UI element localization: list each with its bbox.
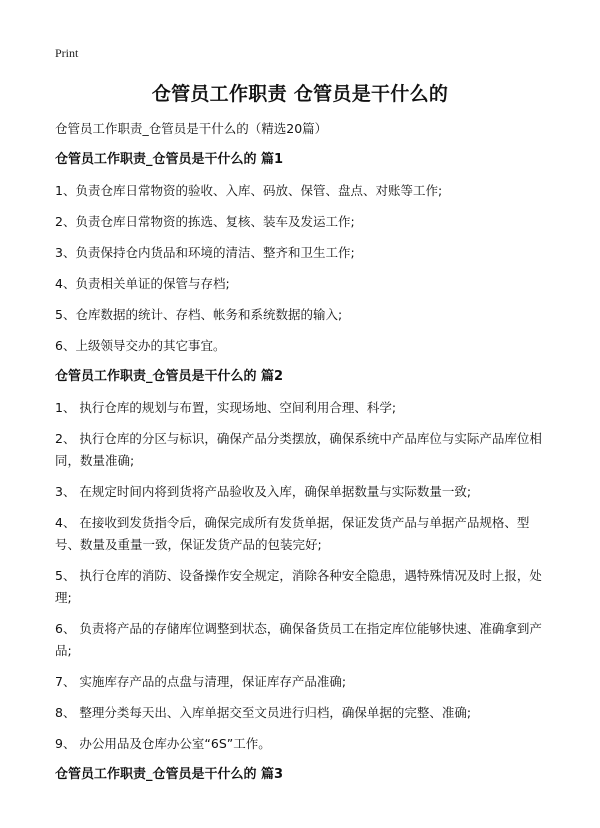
section-heading: 仓管员工作职责_仓管员是干什么的 篇2: [55, 369, 284, 384]
section-1: [55, 149, 550, 357]
list-item: 3、 在规定时间内将到货将产品验收及入库，确保单据数量与实际数量一致;: [55, 484, 472, 499]
list-item: 1、 执行仓库的规划与布置，实现场地、空间利用合理、科学;: [55, 400, 397, 415]
section-heading: 仓管员工作职责_仓管员是干什么的 篇1: [55, 152, 284, 167]
section-heading: 仓管员工作职责_仓管员是干什么的 篇3: [55, 767, 284, 782]
list-item: 2、负责仓库日常物资的拣选、复核、装车及发运工作;: [55, 214, 355, 229]
list-item: 4、负责相关单证的保管与存档;: [55, 276, 230, 291]
section-3: [55, 764, 550, 786]
print-link[interactable]: Print: [55, 46, 79, 60]
list-item: 9、 办公用品及仓库办公室“6S”工作。: [55, 736, 271, 751]
list-item: 6、 负责将产品的存储库位调整到状态，确保备货员工在指定库位能够快速、准确拿到产品;: [55, 621, 542, 658]
list-item: 7、 实施库存产品的点盘与清理，保证库存产品准确;: [55, 674, 347, 689]
list-item: 3、负责保持仓内货品和环境的清洁、整齐和卫生工作;: [55, 245, 355, 260]
list-item: 5、仓库数据的统计、存档、帐务和系统数据的输入;: [55, 307, 343, 322]
list-item: 4、 在接收到发货指令后，确保完成所有发货单据，保证发货产品与单据产品规格、型号、数量及重量一致，保证发货产品的包装完好;: [55, 515, 530, 552]
document-body: [55, 118, 550, 795]
list-item: 1、负责仓库日常物资的验收、入库、码放、保管、盘点、对账等工作;: [55, 183, 443, 198]
document-title: 仓管员工作职责 仓管员是干什么的: [151, 83, 449, 105]
list-item: 2、 执行仓库的分区与标识，确保产品分类摆放，确保系统中产品库位与实际产品库位相同，数量准确;: [55, 431, 542, 468]
list-item: 5、 执行仓库的消防、设备操作安全规定，消除各种安全隐患，遇特殊情况及时上报，处理;: [55, 568, 542, 605]
list-item: 8、 整理分类每天出、入库单据交至文员进行归档，确保单据的完整、准确;: [55, 705, 472, 720]
list-item: 6、上级领导交办的其它事宜。: [55, 338, 226, 353]
intro-line: 仓管员工作职责_仓管员是干什么的（精选20篇）: [55, 121, 328, 136]
section-2: [55, 366, 550, 755]
